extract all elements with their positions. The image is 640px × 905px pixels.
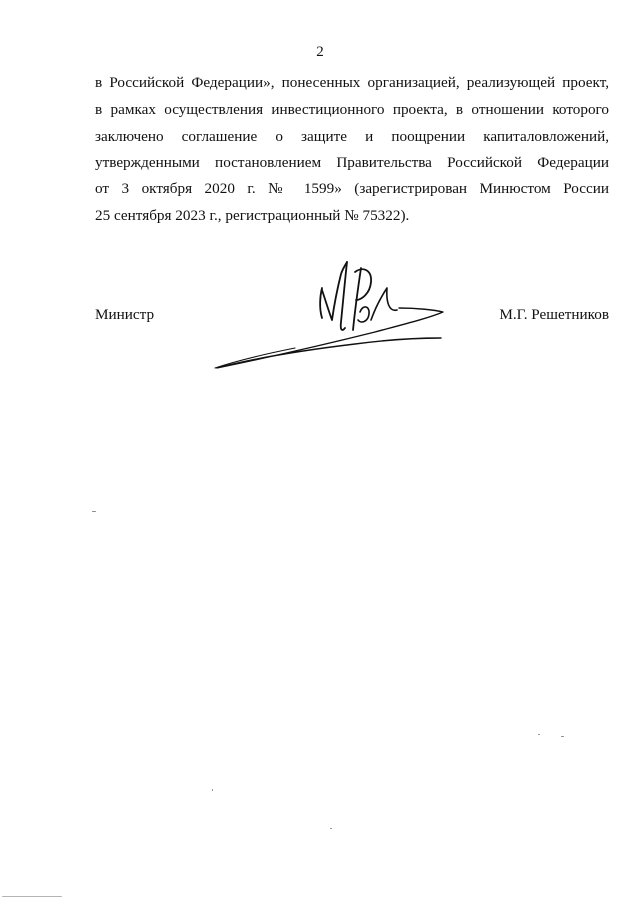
handwritten-signature bbox=[205, 250, 455, 375]
scan-speck bbox=[561, 736, 564, 737]
body-text-line: в Российской Федерации», понесенных организацией, реализующей проект, bbox=[95, 74, 609, 91]
body-text-line: заключено соглашение о защите и поощрении капиталовложений, bbox=[95, 128, 609, 145]
scan-edge-mark bbox=[2, 896, 62, 897]
signatory-title: Министр bbox=[95, 306, 155, 323]
body-text-line: утвержденными постановлением Правительства Российской Федерации bbox=[95, 154, 609, 171]
scan-speck bbox=[538, 734, 540, 735]
body-text-line: 25 сентября 2023 г., регистрационный № 75322). bbox=[95, 207, 410, 224]
signatory-name: М.Г. Решетников bbox=[499, 306, 609, 323]
scan-speck bbox=[330, 828, 332, 829]
body-text-line: от 3 октября 2020 г. № 1599» (зарегистрирован Минюстом России bbox=[95, 180, 609, 197]
page-number: 2 bbox=[316, 44, 324, 60]
scan-speck bbox=[212, 789, 213, 791]
body-text-line: в рамках осуществления инвестиционного проекта, в отношении которого bbox=[95, 101, 609, 118]
scan-speck bbox=[92, 511, 96, 512]
